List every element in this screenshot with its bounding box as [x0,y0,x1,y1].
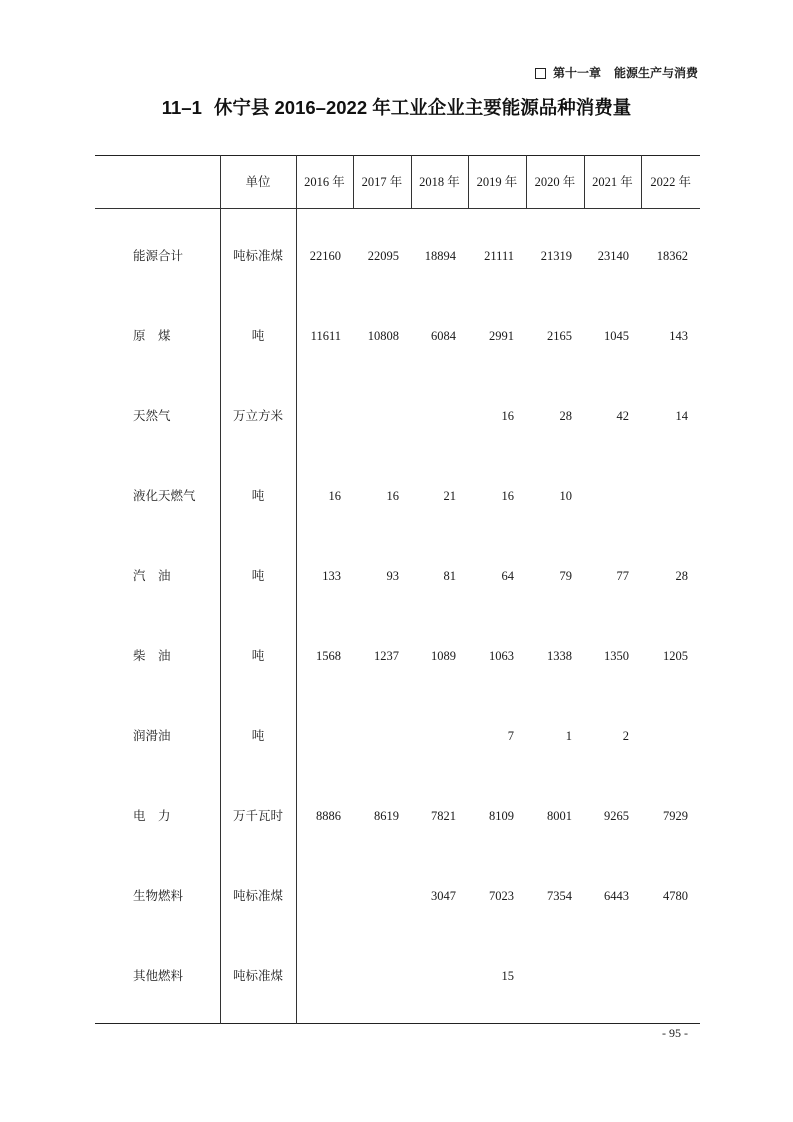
table-row [95,936,700,1016]
item-name-cell: 生物燃料 [133,889,184,903]
value-cell: 1205 [663,649,688,663]
item-name-cell: 原 煤 [133,329,171,343]
value-cell: 21111 [484,249,514,263]
value-cell: 21319 [540,249,572,263]
value-cell: 64 [501,569,514,583]
value-cell: 7354 [547,889,572,903]
value-cell: 79 [559,569,572,583]
item-name-cell: 液化天燃气 [133,489,196,503]
value-cell: 133 [296,536,353,616]
page-title [0,96,793,120]
value-cell [411,936,468,1016]
value-cell: 143 [669,329,688,343]
value-cell: 16 [501,489,514,503]
value-cell: 8619 [374,809,399,823]
spacer-cell [353,1016,411,1024]
header-year: 2021 年 [584,156,641,209]
header-year: 2022 年 [641,156,700,209]
unit-cell: 吨 [220,616,296,696]
header-item-blank [95,156,220,209]
spacer-row [95,209,700,217]
value-cell: 7 [507,729,514,743]
square-icon [535,68,546,79]
value-cell: 2991 [489,329,514,343]
value-cell [353,856,411,936]
value-cell: 77 [616,569,629,583]
unit-cell: 万立方米 [220,376,296,456]
unit-cell: 吨 [220,296,296,376]
spacer-cell [526,209,584,217]
value-cell: 8109 [489,809,514,823]
unit-cell: 吨标准煤 [220,856,296,936]
spacer-cell [411,209,468,217]
value-cell [353,376,411,456]
value-cell: 7821 [431,809,456,823]
item-name-cell: 汽 油 [133,569,171,583]
table-row [95,856,700,936]
unit-cell: 吨标准煤 [220,216,296,296]
spacer-cell [353,209,411,217]
value-cell [411,696,468,776]
table-row [95,616,700,696]
spacer-cell [296,1016,353,1024]
table-row [95,776,700,856]
header-year: 2016 年 [296,156,353,209]
value-cell [641,696,700,776]
value-cell [296,856,353,936]
table-header [95,156,700,209]
table-row [95,696,700,776]
spacer-cell [584,209,641,217]
table-row [95,456,700,536]
value-cell: 2165 [547,329,572,343]
value-cell [296,936,353,1016]
value-cell: 8886 [296,776,353,856]
spacer-cell [468,1016,526,1024]
value-cell: 8001 [547,809,572,823]
value-cell [526,936,584,1016]
value-cell [641,936,700,1016]
value-cell: 22095 [367,249,399,263]
header-unit: 单位 [220,156,296,209]
value-cell [584,936,641,1016]
value-cell: 10808 [367,329,399,343]
value-cell: 23140 [597,249,629,263]
value-cell [296,696,353,776]
item-name-cell: 能源合计 [133,249,184,263]
value-cell: 18362 [656,249,688,263]
value-cell: 28 [675,569,688,583]
unit-cell: 吨 [220,456,296,536]
spacer-cell [468,209,526,217]
value-cell: 1063 [489,649,514,663]
value-cell: 16 [386,489,399,503]
spacer-cell [296,209,353,217]
value-cell: 18894 [424,249,456,263]
unit-cell: 万千瓦时 [220,776,296,856]
spacer-cell [411,1016,468,1024]
value-cell [353,696,411,776]
unit-cell: 吨 [220,536,296,616]
value-cell: 1338 [547,649,572,663]
unit-cell: 吨标准煤 [220,936,296,1016]
value-cell: 42 [616,409,629,423]
value-cell [641,456,700,536]
value-cell [584,456,641,536]
value-cell: 16 [501,409,514,423]
value-cell: 1237 [374,649,399,663]
table-body [95,209,700,1024]
value-cell: 2 [622,729,629,743]
chapter-label: 第十一章 [552,66,601,80]
value-cell: 14 [675,409,688,423]
page-number: - 95 - [662,1026,688,1040]
value-cell [296,376,353,456]
value-cell: 1350 [604,649,629,663]
table-row [95,376,700,456]
spacer-cell [641,1016,700,1024]
value-cell: 11611 [296,296,353,376]
value-cell: 1 [565,729,572,743]
header-row [95,156,700,209]
value-cell: 7023 [489,889,514,903]
table-row [95,536,700,616]
item-name-cell: 润滑油 [133,729,171,743]
header-year: 2019 年 [468,156,526,209]
energy-consumption-table [95,155,700,1024]
value-cell [353,936,411,1016]
header-year: 2017 年 [353,156,411,209]
value-cell: 7929 [663,809,688,823]
value-cell: 16 [296,456,353,536]
value-cell: 1089 [431,649,456,663]
header-year: 2020 年 [526,156,584,209]
value-cell: 93 [386,569,399,583]
spacer-row [95,1016,700,1024]
table-row [95,296,700,376]
value-cell: 4780 [663,889,688,903]
value-cell: 9265 [604,809,629,823]
item-name-cell: 天然气 [133,409,171,423]
value-cell: 28 [559,409,572,423]
header-year: 2018 年 [411,156,468,209]
value-cell: 6443 [604,889,629,903]
item-name-cell: 其他燃料 [133,969,184,983]
value-cell: 3047 [431,889,456,903]
spacer-cell [584,1016,641,1024]
spacer-cell [95,1016,220,1024]
value-cell: 10 [559,489,572,503]
value-cell: 22160 [296,216,353,296]
table-number: 11–1 [161,97,202,118]
value-cell: 15 [501,969,514,983]
spacer-cell [220,1016,296,1024]
value-cell [411,376,468,456]
spacer-cell [220,209,296,217]
item-name-cell: 电 力 [133,809,171,823]
section-label: 能源生产与消费 [613,66,698,80]
value-cell: 1045 [604,329,629,343]
unit-cell: 吨 [220,696,296,776]
value-cell: 81 [443,569,456,583]
running-header [535,65,698,81]
table-row [95,216,700,296]
value-cell: 6084 [431,329,456,343]
spacer-cell [641,209,700,217]
table-title-text: 休宁县 2016–2022 年工业企业主要能源品种消费量 [213,97,632,118]
spacer-cell [95,209,220,217]
value-cell: 21 [443,489,456,503]
item-name-cell: 柴 油 [133,649,171,663]
spacer-cell [526,1016,584,1024]
value-cell: 1568 [296,616,353,696]
